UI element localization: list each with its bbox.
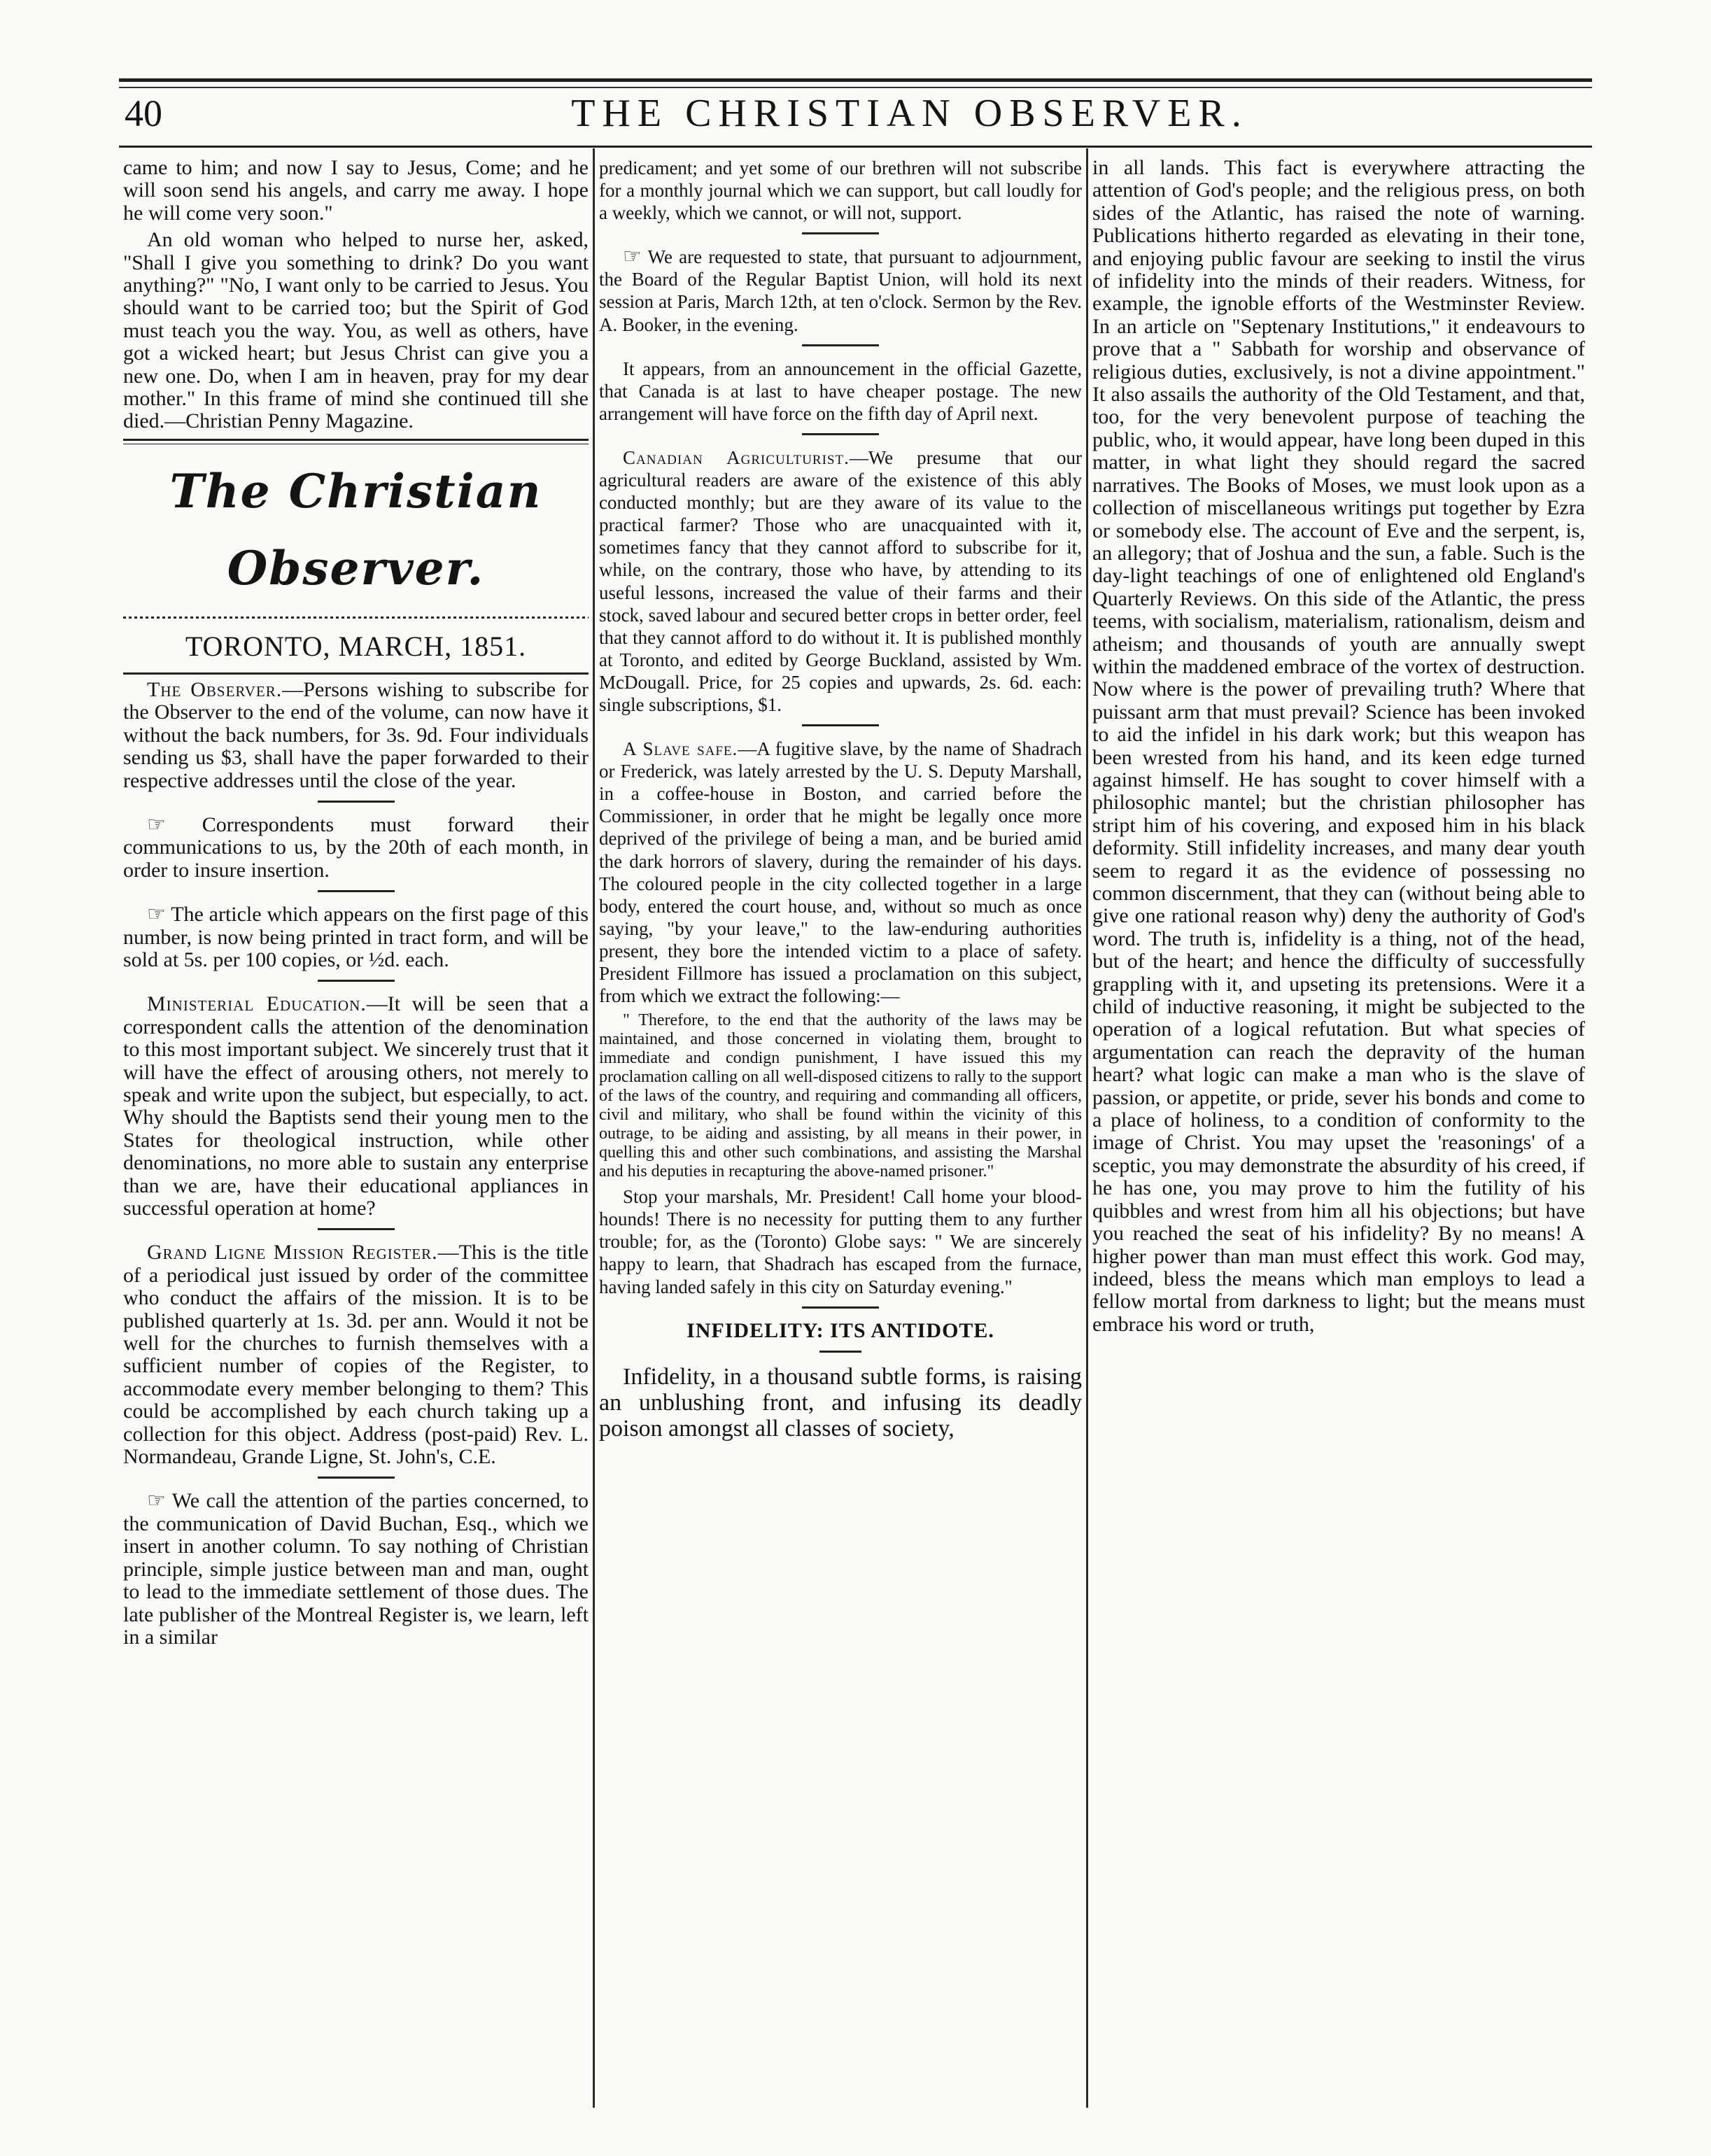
column-2 (599, 157, 1082, 2109)
postage-notice: It appears, from an announcement in the official Gazette, that Canada is at last to have cheaper postage. The new arrangement will have force on the fifth day of April next. (599, 358, 1082, 424)
column-3 (1092, 157, 1585, 2109)
pointing-hand-icon: ☞ (623, 245, 642, 269)
union-notice: ☞ We are requested to state, that pursuant to adjournment, the Board of the Regular Baptist Union, will hold its next session at Paris, March 12th, at ten o'clock. Sermon by the Rev. A. Booker, in the evening. (599, 245, 1082, 335)
infidelity-opening: Infidelity, in a thousand subtle forms, is raising an unblushing front, and infusing its deadly poison amongst all classes of society, (599, 1363, 1082, 1442)
page-number: 40 (125, 92, 162, 134)
separator-rule (802, 433, 879, 435)
running-title: THE CHRISTIAN OBSERVER. (571, 92, 1248, 135)
infidelity-continued: in all lands. This fact is everywhere attracting the attention of God's people; and the religious press, on both sides of the Atlantic, has raised the note of warning. Publications hitherto regarded as elevating in their tone, and enjoying public favour are seeking to instil the virus of infidelity into the minds of their readers. Witness, for example, the ignoble efforts of the Westminster Review. In an article on "Septenary Institutions," it endeavours to prove that a " Sabbath for worship and observance of religious duties, exclusively, is not a divine appointment." It also assails the authority of the Old Testament, and that, too, for the very benevolent purpose of teaching the public, who, it would appear, have long been duped in this matter, in what light they should regard the sacred narratives. The Books of Moses, we must look upon as a collection of miscellaneous writings put together by Ezra or somebody else. The account of Eve and the serpent, is, an allegory; that of Joshua and the sun, a fable. Such is the day-light teachings of one of enlightened old England's Quarterly Reviews. On this side of the Atlantic, the press teems, with socialism, materialism, rationalism, deism and atheism; and thousands of youth are annually swept within the maddened embrace of the vortex of destruction. Now where is the power of prevailing truth? Where that puissant arm that must prevail? Science has been invoked to aid the infidel in his dark work; but this weapon has been wrested from his hand, and its keen edge turned against himself. He has sought to cover himself with a philosophic mantel; but the christian philosopher has stript him of his covering, and exposed him in his black deformity. Still infidelity increases, and many dear youth seem to regard it as the evidence of possessing no common discernment, that they can (without being able to give one rational reason why) deny the authority of God's word. The truth is, infidelity is a thing, not of the head, but of the heart; and hence the difficulty of successfully grappling with it, and upseting its pretensions. Were it a child of inductive reasoning, it might be subjected to the operation of a logical refutation. But what species of argumentation can reach the depravity of the human heart? what logic can make a man who is the slave of passion, or appetite, or pride, sever his bonds and come to a place of holiness, to a condition of conformity to the image of Christ. You may upset the 'reasonings' of a sceptic, you may demonstrate the absurdity of his creed, if he has one, you may prove to him the futility of his quibbles and wrest from him all his objections; but have you reached the seat of his infidelity? By no means! A higher power than man must effect this work. God may, indeed, bless the means which man employs to lead a fellow mortal from darkness to light; but the means must embrace his word or truth, (1092, 157, 1585, 1336)
observer-heading: The Observer. (147, 677, 283, 701)
proclamation-quote: " Therefore, to the end that the authority of the laws may be maintained, and those concerned in violating them, brought to immediate and condign punishment, I have issued this my proclamation calling on all well-disposed citizens to rally to the support of the laws of the country, and requiring and commanding all officers, civil and military, who shall be found within the vicinity of this outrage, to be aiding and assisting, by all means in their power, in quelling this and other such combinations, and assisting the Marshal and his deputies in recapturing the above-named prisoner." (599, 1011, 1082, 1181)
story-paragraph: An old woman who helped to nurse her, asked, "Shall I give you something to drink? Do you want anything?" "No, I want only to be carried to Jesus. You should want to be carried too; but the Spirit of God must teach you the way. You, as well as others, have got a wicked heart; but Jesus Christ can give you a new one. Do, when I am in heaven, pray for my dear mother." In this frame of mind she continued till she died.—Christian Penny Magazine. (123, 228, 589, 433)
slave-safe-heading: A Slave safe. (623, 738, 738, 760)
dateline-rule (123, 672, 589, 675)
correspondents-notice: ☞ Correspondents must forward their communications to us, by the 20th of each month, in order to insure insertion. (123, 812, 589, 882)
separator-rule (802, 724, 879, 726)
masthead-rule-top (123, 439, 589, 444)
buchan-notice: ☞ We call the attention of the parties concerned, to the communication of David Buchan, Esq., which we insert in another column. To say nothing of Christian principle, simple justice between man and man, ought to lead to the immediate settlement of those dues. The late publisher of the Montreal Register is, we learn, left in a similar (123, 1489, 589, 1649)
top-rule-thin (119, 87, 1592, 88)
slave-safe-article: A Slave safe.—A fugitive slave, by the name of Shadrach or Frederick, was lately arrested by the U. S. Deputy Marshall, in a coffee-house in Boston, and carried before the Commissioner, in order that he might be legally once more deprived of the privilege of being a man, and be buried amid the dark horrors of slavery, during the remainder of his days. The coloured people in the city collected together in a large body, entered the court house, and, without so much as once saying, "by your leave," to the law-enduring authorities present, they bore the intended victim to a place of safety. President Fillmore has issued a proclamation on this subject, from which we extract the following:— (599, 738, 1082, 1007)
separator-rule (318, 890, 395, 892)
separator-rule (802, 232, 879, 234)
pointing-hand-icon: ☞ (147, 903, 166, 926)
column-1 (123, 157, 589, 2109)
column-divider-2 (1086, 148, 1088, 2108)
dateline: TORONTO, MARCH, 1851. (185, 630, 527, 662)
ministerial-education-notice: Ministerial Education.—It will be seen that a correspondent calls the attention of the denomination to this most important subject. We sincerely trust that it will have the effect of arousing others, not merely to speak and write upon the subject, but especially, to act. Why should the Baptists send their young men to the States for theological instruction, while other denominations, no more able to sustain any enterprise than we are, have their educational appliances in successful operation at home? (123, 992, 589, 1220)
separator-rule (318, 1228, 395, 1230)
separator-rule (802, 344, 879, 346)
agriculturist-heading: Canadian Agriculturist. (623, 446, 850, 468)
predicament-paragraph: predicament; and yet some of our brethren will not subscribe for a monthly journal which we can support, but call loudly for a weekly, which we cannot, or will not, support. (599, 157, 1082, 224)
separator-rule (318, 801, 395, 803)
grand-ligne-notice: Grand Ligne Mission Register.—This is the title of a periodical just issued by order of the committee who conduct the affairs of the mission. It is to be published quarterly at 1s. 3d. per ann. Would it not be well for the churches to furnish themselves with a sufficient number of copies of the Register, to accommodate every member belonging to them? This could be accomplished by each church taking up a collection for this object. Address (post-paid) Rev. L. Normandeau, Grande Ligne, St. John's, C.E. (123, 1241, 589, 1469)
separator-rule (318, 980, 395, 982)
grand-ligne-heading: Grand Ligne Mission Register. (147, 1241, 438, 1264)
masthead: The Christian Observer. (169, 463, 542, 596)
header-rule (119, 146, 1592, 148)
pointing-hand-icon: ☞ (147, 812, 166, 836)
observer-notice: The Observer.—Persons wishing to subscribe for the Observer to the end of the volume, can now have it without the back numbers, for 3s. 9d. Four individuals sending us $3, shall have the paper forwarded to their respective addresses until the close of the year. (123, 677, 589, 792)
agriculturist-notice: Canadian Agriculturist.—We presume that our agricultural readers are aware of the existence of this ably conducted monthly; but are they aware of its value to the practical farmer? Those who are unacquainted with it, sometimes fancy that they cannot afford to subscribe for it, while, on the contrary, those who have, by attending to its useful lessons, increased the value of their farms and their stock, saved labour and secured better crops in better order, feel that they cannot afford to do without it. It is published monthly at Toronto, and edited by George Buckland, assisted by Wm. McDougall. Price, for 25 copies and upwards, 2s. 6d. each: single subscriptions, $1. (599, 446, 1082, 715)
tract-notice: ☞ The article which appears on the first page of this number, is now being printed in tract form, and will be sold at 5s. per 100 copies, or ½d. each. (123, 903, 589, 971)
story-ending: came to him; and now I say to Jesus, Come; and he will soon send his angels, and carry me away. I hope he will come very soon." (123, 157, 589, 225)
stop-marshals-paragraph: Stop your marshals, Mr. President! Call home your blood-hounds! There is no necessity for putting them to any further trouble; for, as the (Toronto) Globe says: " We are sincerely happy to learn, that Shadrach has escaped from the furnace, having landed safely in this city on Saturday evening." (599, 1186, 1082, 1297)
top-rule (119, 78, 1592, 82)
infidelity-heading: INFIDELITY: ITS ANTIDOTE. (686, 1318, 994, 1342)
column-divider-1 (593, 148, 595, 2108)
ministerial-heading: Ministerial Education. (147, 992, 367, 1016)
separator-rule (318, 1477, 395, 1479)
separator-rule (802, 1306, 879, 1309)
separator-rule (819, 1351, 861, 1353)
pointing-hand-icon: ☞ (147, 1489, 166, 1513)
masthead-rule-bottom (123, 614, 589, 621)
